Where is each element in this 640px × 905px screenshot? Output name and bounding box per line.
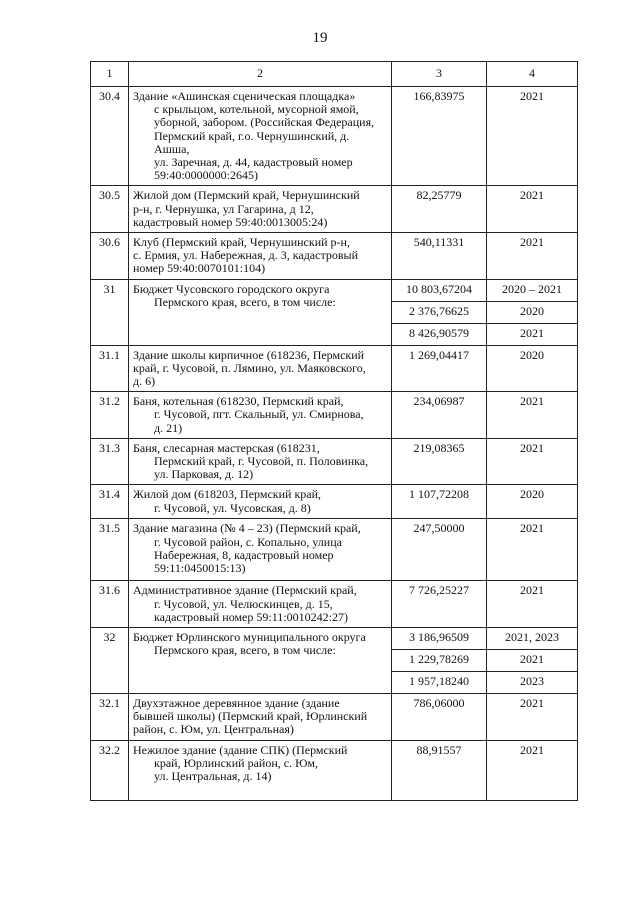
description-line: Баня, слесарная мастерская (618231, bbox=[133, 440, 320, 455]
row-number: 31.5 bbox=[91, 519, 129, 581]
description-line: кадастровый номер 59:11:0010242:27) bbox=[154, 609, 348, 624]
row-amount: 1 107,72208 bbox=[392, 485, 487, 519]
row-amount: 8 426,90579 bbox=[392, 323, 487, 345]
table-row-group bbox=[91, 628, 578, 650]
row-year: 2020 – 2021 bbox=[487, 279, 578, 301]
row-amount: 166,83975 bbox=[392, 87, 487, 186]
row-description bbox=[129, 740, 392, 800]
row-number: 32.1 bbox=[91, 694, 129, 741]
row-year: 2020 bbox=[487, 301, 578, 323]
description-line: ул. Парковая, д. 12) bbox=[154, 467, 254, 482]
description-line: Пермского края, всего, в том числе: bbox=[154, 294, 336, 309]
table-row bbox=[91, 519, 578, 581]
row-amount: 88,91557 bbox=[392, 740, 487, 800]
description-line: Пермского края, всего, в том числе: bbox=[154, 643, 336, 658]
table-row bbox=[91, 392, 578, 439]
row-amount: 2 376,76625 bbox=[392, 301, 487, 323]
table-row bbox=[91, 438, 578, 485]
description-line: Клуб (Пермский край, Чернушинский р-н, bbox=[133, 235, 350, 250]
row-amount: 7 726,25227 bbox=[392, 581, 487, 628]
row-amount: 247,50000 bbox=[392, 519, 487, 581]
description-line: бывшей школы) (Пермский край, Юрлинский bbox=[133, 709, 368, 724]
table-row bbox=[91, 694, 578, 741]
row-year: 2021 bbox=[487, 392, 578, 439]
description-line: г. Чусовой, ул. Чусовская, д. 8) bbox=[154, 500, 311, 515]
description-line: край, Юрлинский район, с. Юм, bbox=[154, 755, 319, 770]
row-number: 31.2 bbox=[91, 392, 129, 439]
row-number: 31.4 bbox=[91, 485, 129, 519]
description-line: уборной, забором. (Российская Федерация, bbox=[154, 115, 375, 130]
table-row bbox=[91, 345, 578, 392]
description-line: номер 59:40:0070101:104) bbox=[133, 261, 266, 276]
row-year: 2021 bbox=[487, 323, 578, 345]
row-number: 31.3 bbox=[91, 438, 129, 485]
description-line: с. Ермия, ул. Набережная, д. 3, кадастровый bbox=[133, 248, 358, 263]
table-row bbox=[91, 581, 578, 628]
description-line: Бюджет Чусовского городского округа bbox=[133, 281, 330, 296]
header-cell-2: 2 bbox=[129, 62, 392, 87]
row-description bbox=[129, 186, 392, 233]
row-year: 2021 bbox=[487, 740, 578, 800]
table-header-row bbox=[91, 62, 578, 87]
table-row bbox=[91, 740, 578, 800]
header-cell-4: 4 bbox=[487, 62, 578, 87]
row-number: 31 bbox=[91, 279, 129, 345]
row-description bbox=[129, 279, 392, 345]
row-description bbox=[129, 233, 392, 280]
row-description bbox=[129, 438, 392, 485]
description-line: д. 6) bbox=[133, 374, 156, 389]
description-line: г. Чусовой, пгт. Скальный, ул. Смирнова, bbox=[154, 407, 364, 422]
row-year: 2023 bbox=[487, 672, 578, 694]
row-amount: 540,11331 bbox=[392, 233, 487, 280]
description-line: г. Чусовой, ул. Челюскинцев, д. 15, bbox=[154, 596, 333, 611]
row-amount: 786,06000 bbox=[392, 694, 487, 741]
description-line: Пермский край, г.о. Чернушинский, д. Ашша, bbox=[154, 128, 350, 156]
row-year: 2021 bbox=[487, 519, 578, 581]
description-line: Здание магазина (№ 4 – 23) (Пермский край, bbox=[133, 521, 361, 536]
row-description bbox=[129, 392, 392, 439]
row-amount: 82,25779 bbox=[392, 186, 487, 233]
row-amount: 10 803,67204 bbox=[392, 279, 487, 301]
row-year: 2020 bbox=[487, 485, 578, 519]
row-year: 2021 bbox=[487, 186, 578, 233]
description-line: край, г. Чусовой, п. Лямино, ул. Маяковского, bbox=[133, 360, 366, 375]
row-description bbox=[129, 694, 392, 741]
row-amount: 1 229,78269 bbox=[392, 650, 487, 672]
row-year: 2021 bbox=[487, 233, 578, 280]
row-year: 2021 bbox=[487, 694, 578, 741]
table-row bbox=[91, 233, 578, 280]
row-number: 32 bbox=[91, 628, 129, 694]
description-line: Административное здание (Пермский край, bbox=[133, 583, 357, 598]
description-line: Жилой дом (618203, Пермский край, bbox=[133, 487, 322, 502]
description-line: Жилой дом (Пермский край, Чернушинский bbox=[133, 188, 360, 203]
row-year: 2021 bbox=[487, 438, 578, 485]
description-line: Пермский край, г. Чусовой, п. Половинка, bbox=[154, 454, 369, 469]
description-line: Баня, котельная (618230, Пермский край, bbox=[133, 394, 344, 409]
table-row bbox=[91, 87, 578, 186]
row-amount: 1 957,18240 bbox=[392, 672, 487, 694]
description-line: 59:11:0450015:13) bbox=[154, 561, 246, 576]
description-line: район, с. Юм, ул. Центральная) bbox=[133, 722, 294, 737]
row-year: 2021 bbox=[487, 650, 578, 672]
description-line: с крыльцом, котельной, мусорной ямой, bbox=[154, 102, 359, 117]
row-amount: 3 186,96509 bbox=[392, 628, 487, 650]
row-number: 30.5 bbox=[91, 186, 129, 233]
page-number: 19 bbox=[312, 30, 328, 46]
row-number: 32.2 bbox=[91, 740, 129, 800]
description-line: Здание «Ашинская сценическая площадка» bbox=[133, 89, 356, 103]
header-cell-3: 3 bbox=[392, 62, 487, 87]
row-year: 2021, 2023 bbox=[487, 628, 578, 650]
budget-table bbox=[90, 61, 578, 801]
description-line: Набережная, 8, кадастровый номер bbox=[154, 547, 334, 562]
description-line: д. 21) bbox=[154, 420, 183, 435]
description-line: г. Чусовой район, с. Копально, улица bbox=[154, 534, 342, 549]
description-line: кадастровый номер 59:40:0013005:24) bbox=[133, 214, 328, 229]
description-line: Здание школы кирпичное (618236, Пермский bbox=[133, 347, 365, 362]
row-description bbox=[129, 581, 392, 628]
row-amount: 219,08365 bbox=[392, 438, 487, 485]
row-description bbox=[129, 628, 392, 694]
row-description bbox=[129, 519, 392, 581]
row-year: 2020 bbox=[487, 345, 578, 392]
row-amount: 1 269,04417 bbox=[392, 345, 487, 392]
row-number: 31.6 bbox=[91, 581, 129, 628]
description-line: ул. Центральная, д. 14) bbox=[154, 769, 272, 784]
row-description bbox=[129, 345, 392, 392]
description-line: ул. Заречная, д. 44, кадастровый номер bbox=[154, 155, 353, 170]
table-row bbox=[91, 485, 578, 519]
description-line: р-н, г. Чернушка, ул Гагарина, д 12, bbox=[133, 201, 314, 216]
row-description bbox=[129, 87, 392, 186]
row-number: 30.4 bbox=[91, 87, 129, 186]
row-year: 2021 bbox=[487, 87, 578, 186]
row-year: 2021 bbox=[487, 581, 578, 628]
description-line: 59:40:0000000:2645) bbox=[154, 168, 258, 183]
description-line: Бюджет Юрлинского муниципального округа bbox=[133, 630, 366, 645]
description-line: Нежилое здание (здание СПК) (Пермский bbox=[133, 742, 348, 757]
row-description bbox=[129, 485, 392, 519]
row-amount: 234,06987 bbox=[392, 392, 487, 439]
table-row bbox=[91, 186, 578, 233]
description-line: Двухэтажное деревянное здание (здание bbox=[133, 696, 340, 711]
row-number: 31.1 bbox=[91, 345, 129, 392]
table-row-group bbox=[91, 279, 578, 301]
row-number: 30.6 bbox=[91, 233, 129, 280]
header-cell-1: 1 bbox=[91, 62, 129, 87]
